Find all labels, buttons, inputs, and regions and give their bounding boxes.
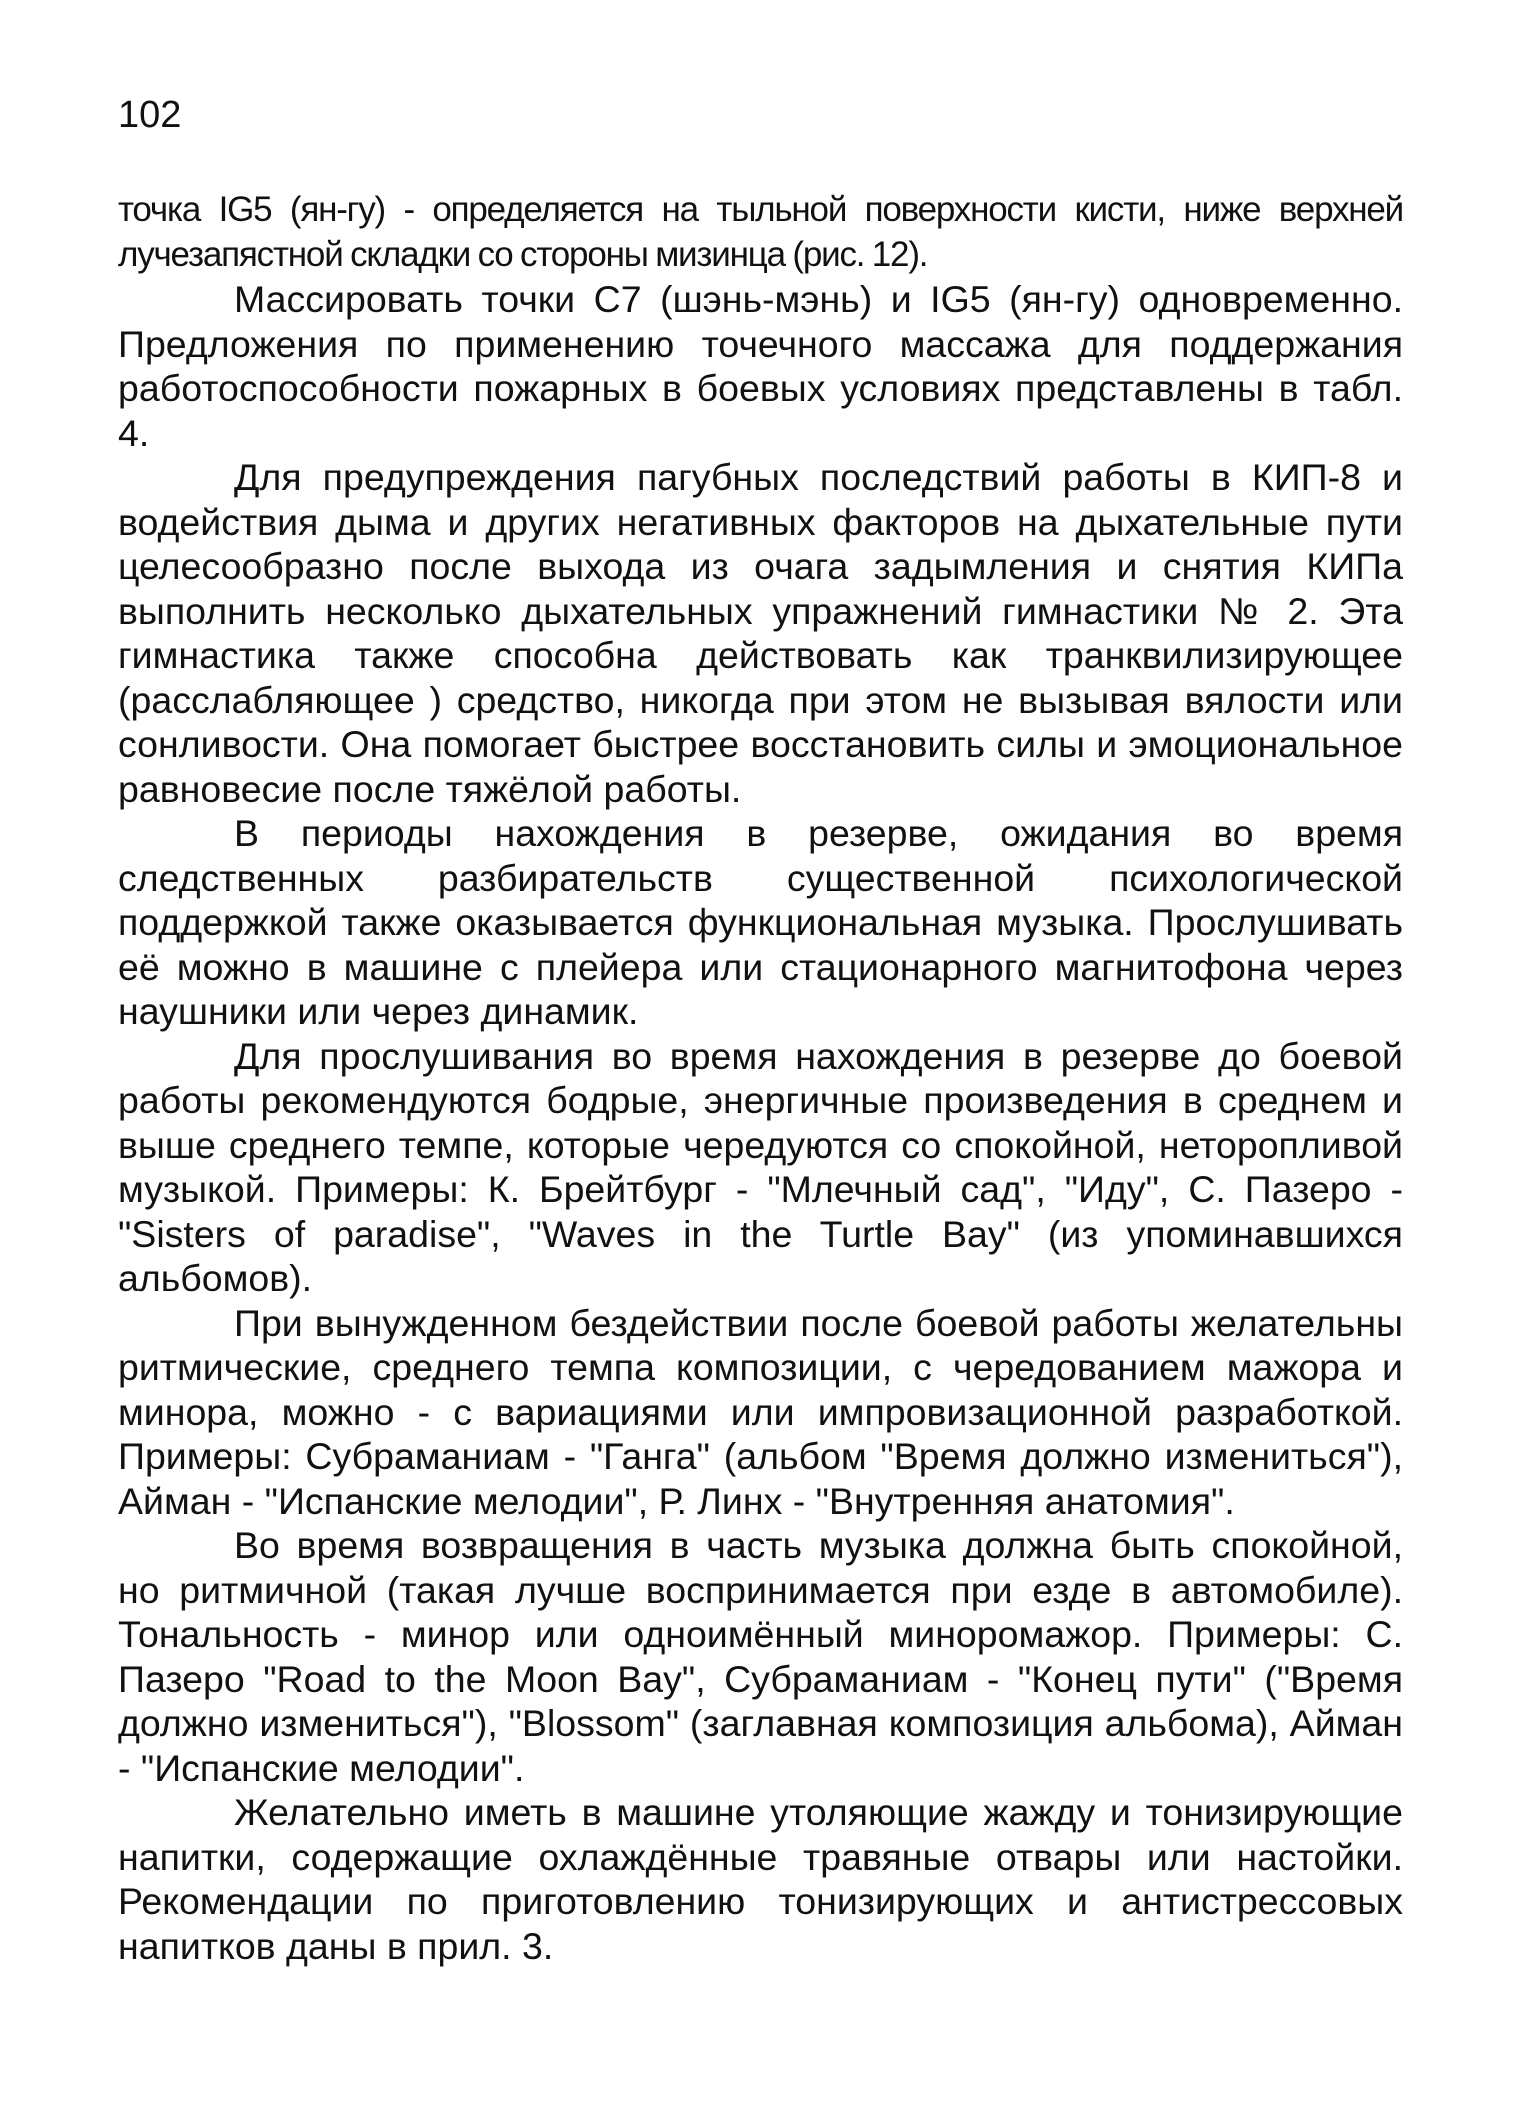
page-number: 102 — [118, 94, 182, 136]
body-text — [118, 188, 1403, 1968]
paragraph: Во время возвращения в часть музыка должна быть спокойной, но ритмичной (такая лучше воспринимается при езде в автомобиле). Тональность - минор или одноимённый миноромажор. Примеры: С. Пазеро "Road to the Moon Bay", Субраманиам - "Конец пути" ("Время должно измениться"), "Blossom" (заглавная композиция альбома), Айман - "Испанские мелодии". — [118, 1524, 1403, 1789]
paragraph-continuation: точка IG5 (ян-гу) - определяется на тыльной поверхности кисти, ниже верхней лучезапястной складки со стороны мизинца (рис. 12). — [118, 190, 1403, 274]
paragraph: Желательно иметь в машине утоляющие жажду и тонизирующие напитки, содержащие охлаждённые травяные отвары или настойки. Рекомендации по приготовлению тонизирующих и антистрессовых напитков даны в прил. 3. — [118, 1791, 1403, 1967]
paragraph: В периоды нахождения в резерве, ожидания во время следственных разбирательств существенной психологической поддержкой также оказывается функциональная музыка. Прослушивать её можно в машине с плейера или стационарного магнитофона через наушники или через динамик. — [118, 812, 1403, 1032]
paragraph: Для прослушивания во время нахождения в резерве до боевой работы рекомендуются бодрые, энергичные произведения в среднем и выше среднего темпе, которые чередуются со спокойной, неторопливой музыкой. Примеры: К. Брейтбург - "Млечный сад", "Иду", С. Пазеро - "Sisters of paradise", "Waves in the Turtle Bay" (из упоминавшихся альбомов). — [118, 1034, 1403, 1299]
paragraph: При вынужденном бездействии после боевой работы желательны ритмические, среднего темпа композиции, с чередованием мажора и минора, можно - с вариациями или импровизационной разработкой. Примеры: Субраманиам - "Ганга" (альбом "Время должно измениться"), Айман - "Испанские мелодии", Р. Линх - "Внутренняя анатомия". — [118, 1301, 1403, 1522]
paragraph: Для предупреждения пагубных последствий работы в КИП-8 и водействия дыма и других негативных факторов на дыхательные пути целесообразно после выхода из очага задымления и снятия КИПа выполнить несколько дыхательных упражнений гимнастики № 2. Эта гимнастика также способна действовать как транквилизирующее (расслабляющее ) средство, никогда при этом не вызывая вялости или сонливости. Она помогает быстрее восстановить силы и эмоциональное равновесие после тяжёлой работы. — [118, 456, 1403, 810]
paragraph: Массировать точки С7 (шэнь-мэнь) и IG5 (ян-гу) одновременно. Предложения по применению точечного массажа для поддержания работоспособности пожарных в боевых условиях представлены в табл. 4. — [118, 278, 1403, 454]
